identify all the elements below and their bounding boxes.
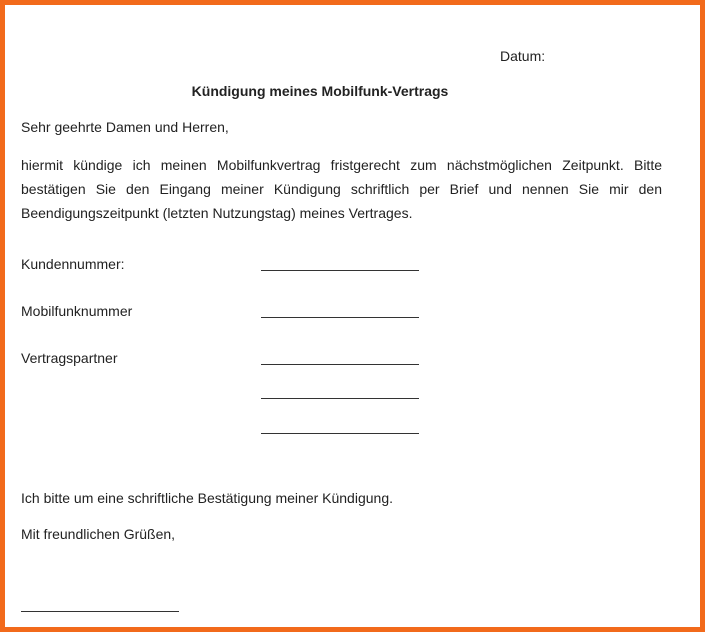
customer-number-line bbox=[261, 270, 419, 271]
closing-greeting: Mit freundlichen Grüßen, bbox=[21, 526, 176, 542]
contract-partner-line bbox=[261, 364, 419, 365]
body-paragraph: hiermit kündige ich meinen Mobilfunkvertrag fristgerecht zum nächstmöglichen Zeitpunkt. Bitte bestätigen Sie den Eingang meiner Kündigung schriftlich per Brief und nennen Sie mir den Beendigungszeitpunkt (letzten Nutzungstag) meines Vertrages. bbox=[21, 157, 662, 221]
customer-number-label: Kundennummer: bbox=[21, 256, 125, 272]
address-line-1 bbox=[261, 398, 419, 399]
mobile-number-label: Mobilfunknummer bbox=[21, 303, 133, 319]
contract-partner-label: Vertragspartner bbox=[21, 350, 118, 366]
closing-request: Ich bitte um eine schriftliche Bestätigung meiner Kündigung. bbox=[21, 490, 393, 506]
date-label: Datum: bbox=[500, 48, 546, 64]
salutation: Sehr geehrte Damen und Herren, bbox=[21, 119, 229, 135]
letter-title: Kündigung meines Mobilfunk-Vertrags bbox=[191, 83, 449, 99]
address-line-2 bbox=[261, 433, 419, 434]
signature-line bbox=[21, 611, 179, 612]
mobile-number-line bbox=[261, 317, 419, 318]
